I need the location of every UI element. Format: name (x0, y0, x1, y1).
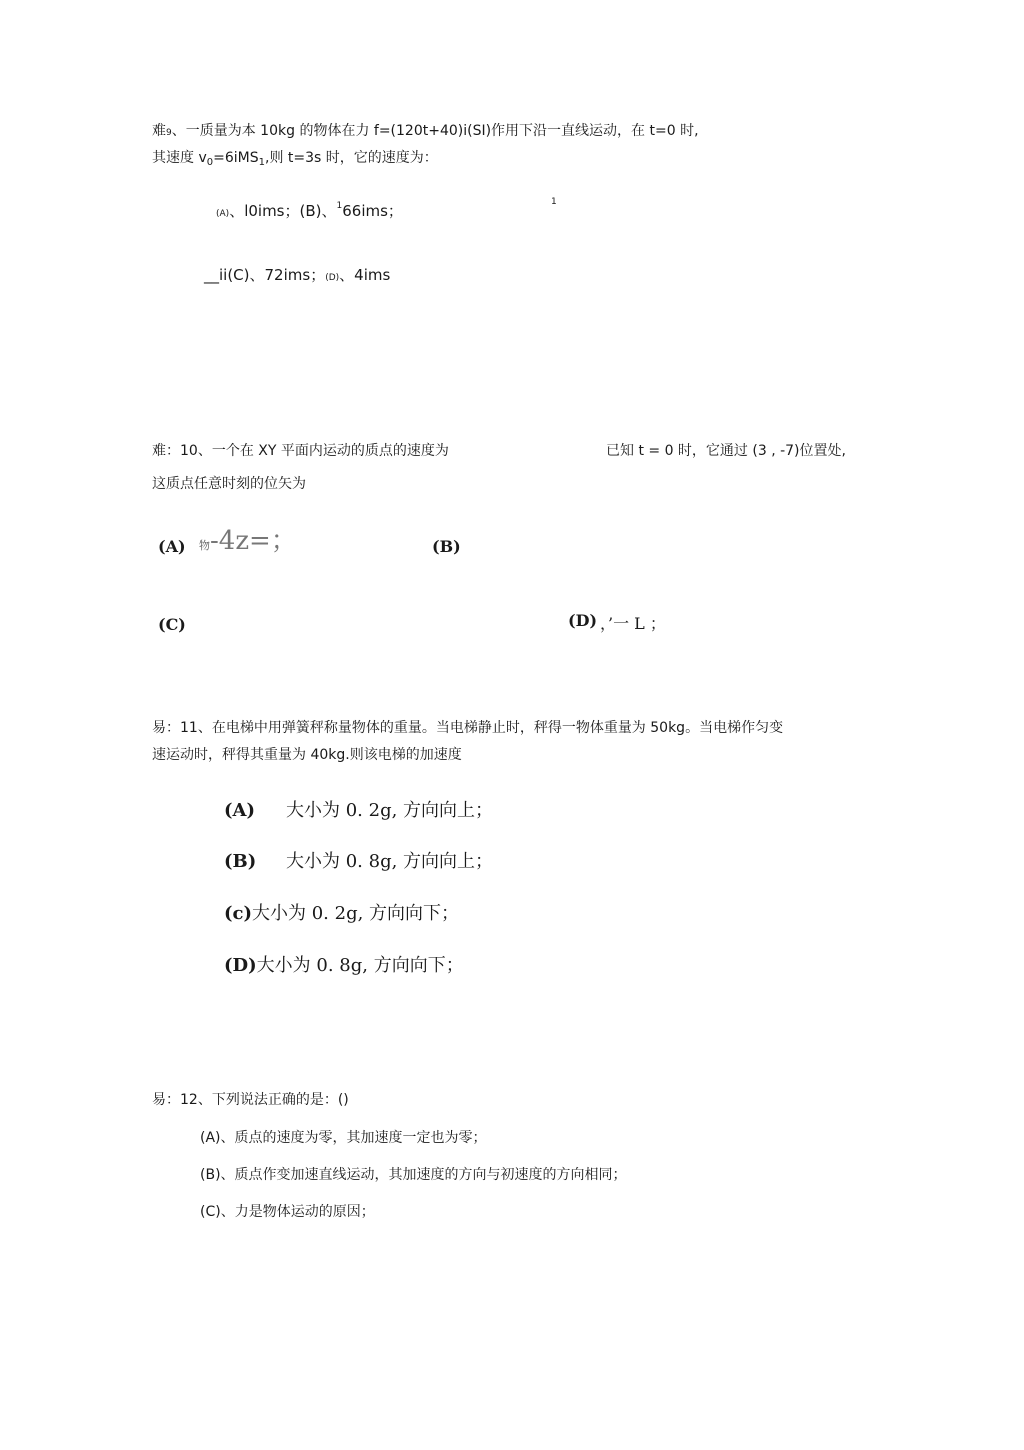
q10-line1-left: 难：10、一个在 XY 平面内运动的质点的速度为 (152, 443, 449, 459)
q9-option-d-text: 、4ims (339, 266, 391, 284)
q11-line1: 易：11、在电梯中用弹簧秤称量物体的重量。当电梯静止时，秤得一物体重量为 50kg。当电梯作匀变 (152, 720, 784, 736)
q9-options-cd (204, 264, 390, 285)
q11-option-d-label: (D) (224, 955, 257, 976)
q11-option-c-text: 大小为 0. 2g, 方向向下； (252, 903, 460, 924)
q10-option-b-label: (B) (432, 537, 461, 556)
q10-option-d-formula: ，’一 L ； (600, 614, 666, 633)
q9-line2-sub2: 1 (258, 157, 265, 168)
q9-line2-part-c: ,则 t=3s 时，它的速度为： (265, 150, 438, 166)
q10-option-a-formula: -4z=； (210, 526, 297, 556)
q12-line1: 易：12、下列说法正确的是：() (152, 1092, 349, 1108)
q11-line2: 速运动时，秤得其重量为 40kg.则该电梯的加速度 (152, 747, 462, 763)
q10-option-a (199, 520, 297, 557)
q11-option-a-text: 大小为 0. 2g, 方向向上； (286, 800, 494, 821)
q12-option-b: (B)、质点作变加速直线运动，其加速度的方向与初速度的方向相同； (200, 1167, 627, 1183)
q10-option-a-label: (A) (158, 537, 186, 556)
q11-option-b (224, 847, 493, 873)
q9-line2-part-a: 其速度 v (152, 150, 207, 166)
q9-option-b-text: 66ims； (342, 202, 403, 220)
q9-option-d-label: (D) (325, 273, 340, 283)
q9-line1 (152, 121, 699, 143)
q9-option-b-sup: 1 (336, 201, 343, 211)
q11-option-b-label: (B) (224, 851, 257, 872)
q10-option-a-small: 物 (199, 539, 210, 552)
q9-option-a-label: (A) (216, 209, 230, 219)
q9-option-ab-text: 、l0ims；(B)、 (229, 202, 337, 220)
q9-line2-sub: 0 (206, 157, 214, 168)
q9-line1-text: 、一质量为本 10kg 的物体在力 f=(120t+40)i(SI)作用下沿一直线运动，在 t=0 时, (171, 123, 699, 139)
q10-line1-right: 已知 t = 0 时，它通过 (3 , -7)位置处, (606, 443, 846, 459)
q11-option-d-text: 大小为 0. 8g, 方向向下； (256, 955, 464, 976)
q10-option-d-label: (D) (568, 611, 598, 630)
q11-option-a (224, 796, 493, 822)
q11-option-d (224, 951, 464, 977)
q11-option-c-label: (c) (224, 903, 252, 924)
q9-line2-part-b: =6iMS (213, 150, 259, 166)
q11-option-b-text: 大小为 0. 8g, 方向向上； (286, 851, 494, 872)
q9-difficulty: 难 (152, 123, 166, 139)
q11-option-c (224, 899, 459, 925)
q9-options-ab (216, 200, 403, 221)
q9-number: 9 (166, 128, 172, 138)
q10-option-c-label: (C) (158, 615, 186, 634)
q12-option-a: (A)、质点的速度为零，其加速度一定也为零； (200, 1130, 487, 1146)
q10-line2: 这质点任意时刻的位矢为 (152, 476, 306, 492)
q11-option-a-label: (A) (224, 800, 255, 821)
q9-option-c-text: __ii(C)、72ims； (204, 266, 326, 284)
q12-option-c: (C)、力是物体运动的原因； (200, 1204, 375, 1220)
q9-line2 (152, 148, 438, 173)
q9-stray-mark: 1 (551, 197, 557, 207)
